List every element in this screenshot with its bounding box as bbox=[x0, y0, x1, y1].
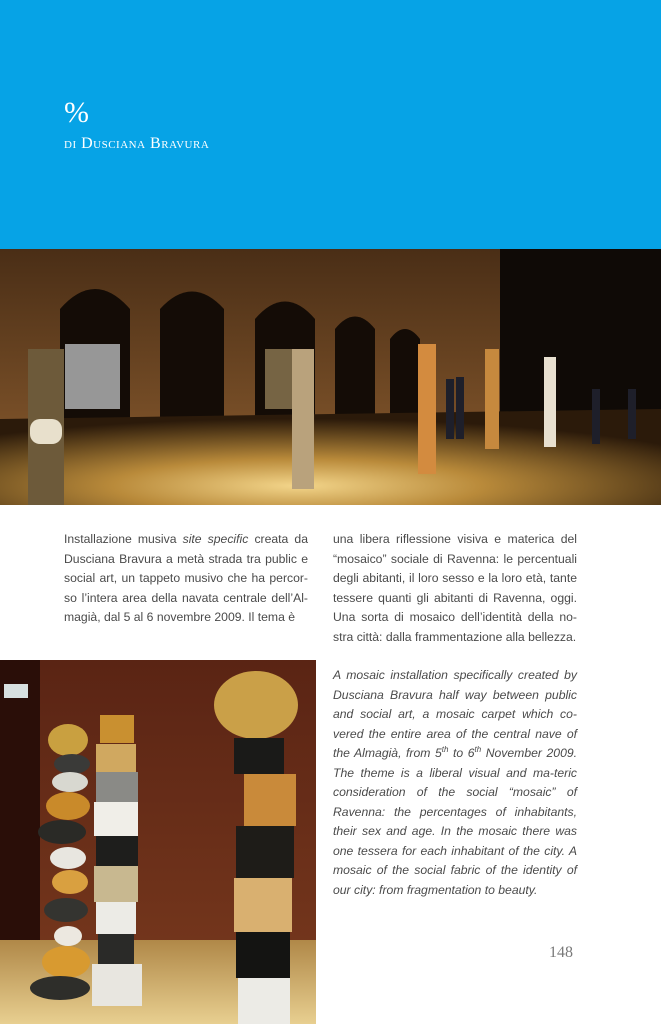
header-symbol: % bbox=[64, 96, 89, 129]
english-text-b: to 6 bbox=[448, 746, 475, 760]
english-text-c: November 2009. The theme is a liberal visual and ma-teric consideration of the social “mosaic” of Ravenna: the percentages of inhabitants, their sex and age. In the mosaic there was one tessera for each inhabitant of the city. A mosaic of the social fabric of the identity of our city: from fragmentation to beauty. bbox=[333, 746, 578, 897]
photo-installation-nave bbox=[0, 249, 661, 505]
italian-text-a: Installazione musiva bbox=[64, 532, 183, 546]
author-title: di Dusciana Bravura bbox=[64, 135, 210, 152]
photo-mosaic-columns bbox=[0, 660, 316, 1024]
english-sup-2: th bbox=[474, 744, 482, 754]
italian-text-b: creata da Dusciana Bravura a metà strada tra public e social art, un tappeto musivo che ha percor-so l’intera area della navata centrale dell’Al-magià, dal 5 al 6 novembre 2009. Il tema è bbox=[64, 532, 308, 624]
italian-text-em: site specific bbox=[182, 532, 249, 546]
english-text bbox=[333, 666, 577, 900]
page-number: 148 bbox=[549, 944, 573, 961]
italian-text-right: una libera riflessione visiva e materica del “mosaico” sociale di Ravenna: le percentuali degli abitanti, il loro sesso e la loro età, tante tessere quanti gli abitanti di Ravenna, oggi. Una sorta di mosaico dell’identità della no-stra città: dalla frammentazione alla bellezza. bbox=[333, 532, 577, 644]
english-sup-1: th bbox=[441, 744, 449, 754]
italian-text-left bbox=[64, 530, 308, 628]
english-text-a: A mosaic installation specifically created by Dusciana Bravura half way between public and social art, a mosaic carpet which co-vered the entire area of the central nave of the Almagià, from 5 bbox=[333, 668, 577, 760]
header-band bbox=[0, 0, 661, 249]
